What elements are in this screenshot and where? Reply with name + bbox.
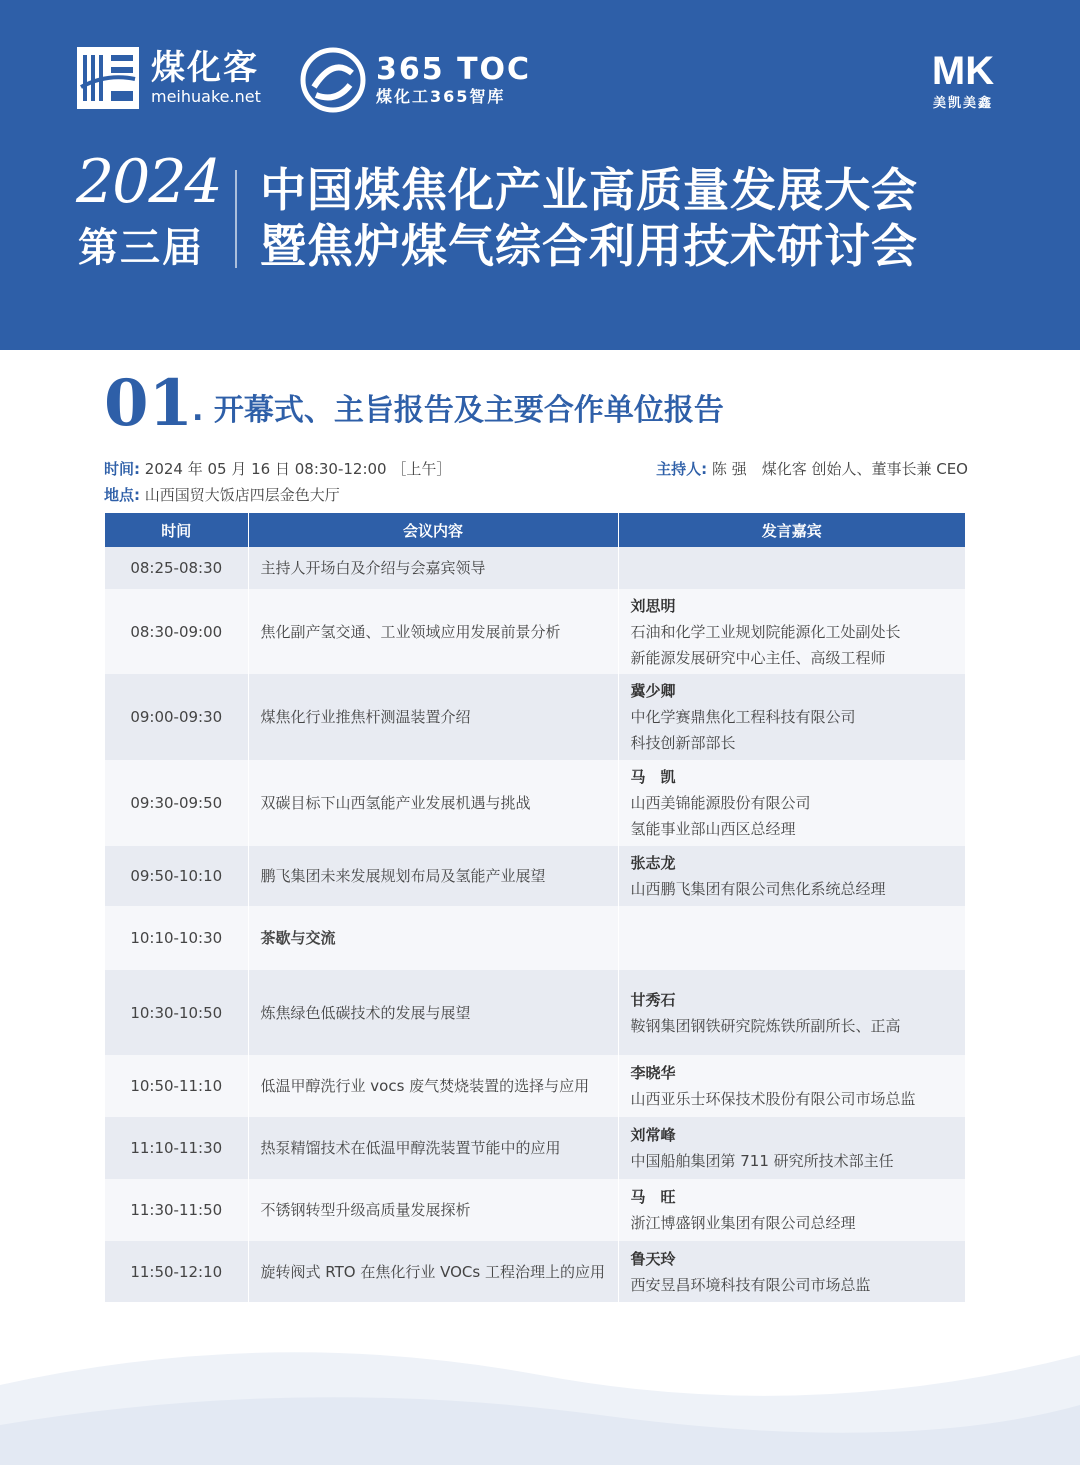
session-host [656, 458, 968, 480]
agenda-topic: 主持人开场白及介绍与会嘉宾领导 [248, 547, 618, 589]
speaker-name: 李晓华 [630, 1064, 676, 1082]
agenda-speaker [618, 674, 965, 760]
speaker-name: 马 旺 [630, 1188, 676, 1206]
speaker-title: 中化学赛鼎焦化工程科技有限公司 [630, 708, 856, 726]
agenda-topic: 双碳目标下山西氢能产业发展机遇与挑战 [248, 760, 618, 846]
header-time: 时间 [105, 513, 248, 547]
event-year: 2024 [76, 147, 221, 217]
meihuake-logo-icon [77, 47, 139, 109]
event-title-line2: 暨焦炉煤气综合利用技术研讨会 [260, 219, 918, 273]
agenda-topic: 煤焦化行业推焦杆测温装置介绍 [248, 674, 618, 760]
agenda-time: 10:10-10:30 [105, 906, 248, 970]
session-host-label: 主持人: [656, 460, 708, 478]
agenda-speaker [618, 906, 965, 970]
agenda-speaker [618, 760, 965, 846]
session-time-value: 2024 年 05 月 16 日 08:30-12:00 ［上午］ [144, 460, 452, 478]
agenda-body [105, 547, 965, 1302]
agenda-row [105, 906, 965, 970]
speaker-name: 甘秀石 [630, 990, 676, 1009]
meihuake-logo [77, 47, 261, 109]
agenda-row [105, 1055, 965, 1117]
agenda-time: 10:30-10:50 [105, 970, 248, 1055]
speaker-title: 中国船舶集团第 711 研究所技术部主任 [630, 1152, 894, 1170]
speaker-title: 浙江博盛钢业集团有限公司总经理 [630, 1214, 856, 1232]
session-place [104, 484, 340, 506]
header-speaker: 发言嘉宾 [618, 513, 965, 547]
meihuake-logo-url: meihuake.net [151, 87, 261, 106]
event-title-line1: 中国煤焦化产业高质量发展大会 [260, 163, 918, 217]
session-host-value: 陈 强 煤化客 创始人、董事长兼 CEO [711, 460, 968, 478]
speaker-title: 科技创新部部长 [630, 734, 736, 752]
agenda-row [105, 674, 965, 760]
decorative-wave [0, 1265, 1080, 1465]
speaker-title: 山西亚乐士环保技术股份有限公司市场总监 [630, 1090, 916, 1108]
agenda-speaker [618, 970, 965, 1055]
speaker-title: 山西美锦能源股份有限公司 [630, 794, 811, 812]
agenda-topic: 焦化副产氢交通、工业领域应用发展前景分析 [248, 589, 618, 674]
agenda-time: 11:50-12:10 [105, 1241, 248, 1302]
agenda-row [105, 846, 965, 906]
agenda-topic: 炼焦绿色低碳技术的发展与展望 [248, 970, 618, 1055]
agenda-time: 09:30-09:50 [105, 760, 248, 846]
agenda-row [105, 547, 965, 589]
speaker-name: 冀少卿 [630, 682, 676, 700]
agenda-speaker [618, 846, 965, 906]
header-banner [0, 0, 1080, 350]
agenda-time: 10:50-11:10 [105, 1055, 248, 1117]
agenda-topic: 旋转阀式 RTO 在焦化行业 VOCs 工程治理上的应用 [248, 1241, 618, 1302]
agenda-header-row [105, 513, 965, 547]
agenda-speaker [618, 1055, 965, 1117]
session-place-value: 山西国贸大饭店四层金色大厅 [144, 486, 340, 504]
speaker-title: 鞍钢集团钢铁研究院炼铁所副所长、正高 [630, 1016, 901, 1035]
mk-logo-sub: 美凯美鑫 [932, 96, 993, 111]
title-divider [235, 170, 237, 268]
speaker-title: 西安昱昌环境科技有限公司市场总监 [630, 1275, 871, 1294]
agenda-topic: 鹏飞集团未来发展规划布局及氢能产业展望 [248, 846, 618, 906]
session-time-label: 时间: [104, 460, 140, 478]
session-time [104, 458, 451, 480]
toc-logo-name: 365 TOC [376, 52, 532, 87]
section-title: . 开幕式、主旨报告及主要合作单位报告 [192, 393, 724, 428]
event-edition: 第三届 [78, 225, 204, 271]
agenda-time: 11:10-11:30 [105, 1117, 248, 1179]
speaker-name: 刘思明 [630, 596, 676, 615]
toc-365-logo-icon [300, 47, 366, 113]
agenda-time: 09:50-10:10 [105, 846, 248, 906]
meihuake-logo-name: 煤化客 [151, 48, 259, 88]
speaker-name: 张志龙 [630, 854, 676, 872]
agenda-row [105, 1117, 965, 1179]
agenda-topic: 热泵精馏技术在低温甲醇洗装置节能中的应用 [248, 1117, 618, 1179]
agenda-time: 08:30-09:00 [105, 589, 248, 674]
mk-logo [922, 50, 1004, 111]
agenda-speaker [618, 1117, 965, 1179]
agenda-topic: 低温甲醇洗行业 vocs 废气焚烧装置的选择与应用 [248, 1055, 618, 1117]
speaker-name: 刘常峰 [630, 1126, 676, 1144]
speaker-title: 石油和化学工业规划院能源化工处副处长 [630, 622, 901, 641]
agenda-time: 09:00-09:30 [105, 674, 248, 760]
agenda-speaker [618, 1179, 965, 1241]
agenda-row [105, 760, 965, 846]
speaker-name: 马 凯 [630, 768, 676, 786]
header-topic: 会议内容 [248, 513, 618, 547]
agenda-time: 08:25-08:30 [105, 547, 248, 589]
agenda-time: 11:30-11:50 [105, 1179, 248, 1241]
speaker-title: 新能源发展研究中心主任、高级工程师 [630, 648, 886, 667]
session-place-label: 地点: [104, 486, 140, 504]
mk-logo-name: MK [931, 49, 995, 93]
agenda-topic: 茶歇与交流 [248, 906, 618, 970]
agenda-row [105, 970, 965, 1055]
toc-365-logo [300, 47, 531, 113]
speaker-title: 山西鹏飞集团有限公司焦化系统总经理 [630, 880, 886, 898]
section-number: 01 [104, 366, 194, 441]
agenda-speaker [618, 547, 965, 589]
toc-logo-sub: 煤化工365智库 [376, 87, 506, 106]
agenda-row [105, 589, 965, 674]
agenda-row [105, 1179, 965, 1241]
agenda-table [105, 513, 965, 1302]
agenda-speaker [618, 589, 965, 674]
speaker-name: 鲁天玲 [630, 1249, 676, 1268]
agenda-topic: 不锈钢转型升级高质量发展探析 [248, 1179, 618, 1241]
speaker-title: 氢能事业部山西区总经理 [630, 820, 796, 838]
